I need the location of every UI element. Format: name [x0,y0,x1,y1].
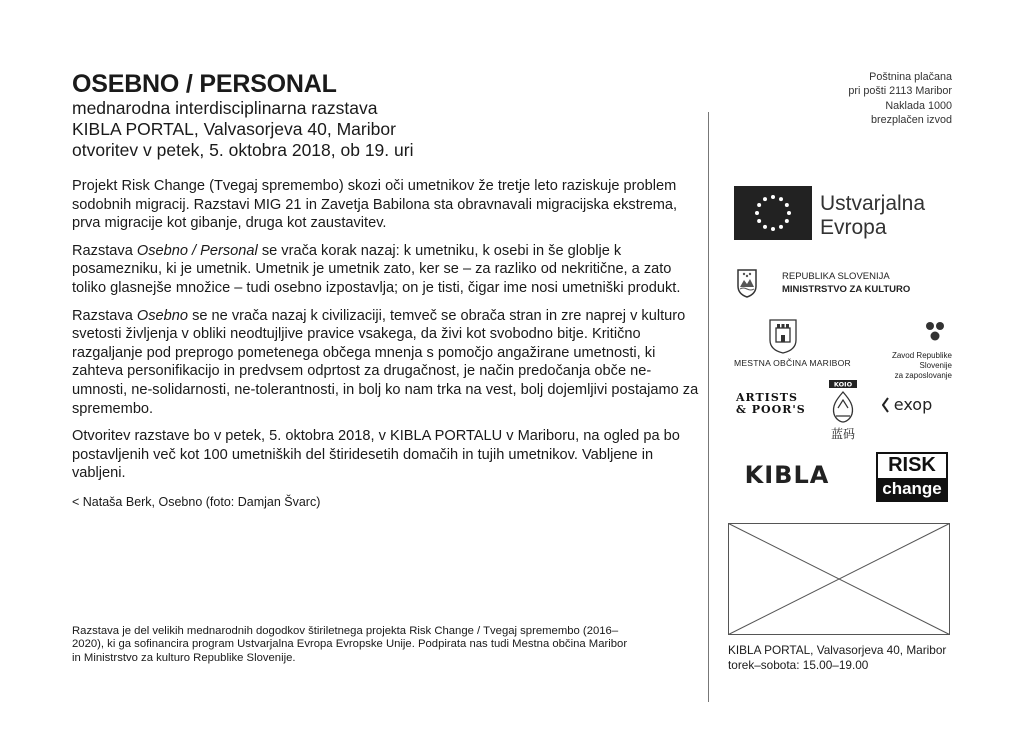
paragraph-2-start: Razstava [72,242,137,259]
employment-service-icon [924,320,946,342]
ministry-text-line-2 [782,283,910,296]
eu-text-line-2: Evropa [820,216,887,239]
koio-logo [826,380,860,444]
address-line-1: KIBLA PORTAL, Valvasorjeva 40, Maribor [728,643,947,657]
maribor-logo-text: MESTNA OBČINA MARIBOR [734,358,851,368]
postal-line-4: brezplačen izvod [870,114,952,127]
paragraph-3-rest: se ne vrača nazaj k civilizaciji, temveč se obrača stran in zre naprej v kulturo svetosti življenja v obliki neodtujljive pravice vsakega, da živi kot svobodno bitje. Kritično razgaljanje pod preprogo pometenega občega mnenja s pomočjo angažirane umetnosti, ki zahteva personifikacijo in predvsem odprtost za drugačnost, je način predočanja obče ne-umnosti, ne-solidarnosti, ne-tolerantnosti, in bolj ko nam trka na vest, bolj dojemljivi postajamo za spremembo. [72,307,699,417]
subtitle-line-1: mednarodna interdisciplinarna razstava [72,98,378,118]
paragraph-3-emphasis: Osebno [136,307,189,324]
subtitle-line-2: KIBLA PORTAL, Valvasorjeva 40, Maribor [72,119,396,139]
exop-text: exop [893,395,933,414]
page-title: OSEBNO / PERSONAL [72,70,337,98]
eu-star-icon [779,197,783,201]
employment-text-line-1: Zavod Republike Slovenije [891,351,952,370]
eu-star-icon [779,225,783,229]
eu-star-icon [757,203,761,207]
paragraph-1: Projekt Risk Change (Tvegaj spremembo) skozi oči umetnikov že tretje leto raziskuje problem sodobnih migracij. Razstavi MIG 21 in Zavetja Babilona sta obravnavali migracijska ekstrema, prva migracije kot gibanje, druga kot zaustavitev. [72,178,678,232]
eu-star-icon [787,211,791,215]
postal-info [848,70,952,128]
employment-text-line-2: za zaposlovanje [894,371,952,380]
ministry-logo-text [782,270,910,296]
vertical-divider [708,112,709,702]
koio-bottom-text: 蓝码 [830,427,856,441]
eu-star-icon [785,219,789,223]
paragraph-4: Otvoritev razstave bo v petek, 5. oktobra 2018, v KIBLA PORTALU v Mariboru, na ogled pa bo postavljenih več kot 100 umetniških del štiridesetih domačih in tujih umetnikov. Vabljene in vabljeni. [72,428,680,482]
eu-star-icon [763,197,767,201]
eu-star-icon [755,211,759,215]
paragraph-2-rest: se vrača korak nazaj: k umetniku, k osebi in še globlje k posamezniku, ki je umetnik. Umetnik je umetnik zato, ker se – za razliko od nekritične, a zato toliko glasnejše množice – tudi osebno izpostavlja; on je tisti, čigar ime nosi umetniški produkt. [72,242,681,296]
risk-text: RISK [888,454,936,476]
kibla-text: KIBLA [744,462,830,486]
slovenia-crest-icon [736,268,758,298]
subtitle-line-3: otvoritev v petek, 5. oktobra 2018, ob 19. uri [72,140,414,160]
ap-line-2: & POOR'S [736,403,806,416]
eu-star-icon [763,225,767,229]
kibla-logo [734,462,840,486]
address-placeholder-box [728,523,950,635]
postal-line-1: Poštnina plačana [869,71,952,83]
eu-logo-text [820,192,925,240]
risk-change-logo [876,452,948,502]
paragraph-2 [72,242,702,298]
sponsor-logos [720,180,960,510]
employment-service-logo-text [860,351,952,381]
ministry-text-line-1: REPUBLIKA SLOVENIJA [782,271,890,282]
ap-line-1: ARTISTS [736,391,798,404]
eu-star-icon [771,195,775,199]
exop-logo [882,394,942,416]
paragraph-3 [72,307,702,419]
eu-star-icon [771,227,775,231]
maribor-crest-icon [768,318,798,354]
eu-star-icon [785,203,789,207]
body-text [72,177,702,483]
paragraph-3-start: Razstava [72,307,137,324]
footer-note: Razstava je del velikih mednarodnih dogodkov štiriletnega projekta Risk Change / Tvegaj spremembo (2016–2020), ki ga sofinancira program Ustvarjalna Evropa Evropske Unije. Podpirata nas tudi Mestna občina Maribor in Ministrstvo za kulturo Republike Slovenije. [72,625,628,664]
koio-top-text: KOIO [833,380,853,389]
address-line-2: torek–sobota: 15.00–19.00 [728,657,869,672]
main-text-column [72,70,702,509]
eu-text-line-1: Ustvarjalna [820,192,926,215]
change-text: change [878,478,946,500]
photo-caption: < Nataša Berk, Osebno (foto: Damjan Švarc) [72,494,321,509]
postal-line-3: Naklada 1000 [885,99,952,112]
postal-line-2: pri pošti 2113 Maribor [848,85,952,98]
paragraph-2-emphasis: Osebno / Personal [136,242,258,259]
eu-star-icon [757,219,761,223]
artists-and-poors-logo [736,392,806,416]
venue-address [728,643,946,672]
eu-flag-icon [734,186,812,240]
ministry-text-bold: MINISTRSTVO ZA KULTURO [782,284,911,295]
